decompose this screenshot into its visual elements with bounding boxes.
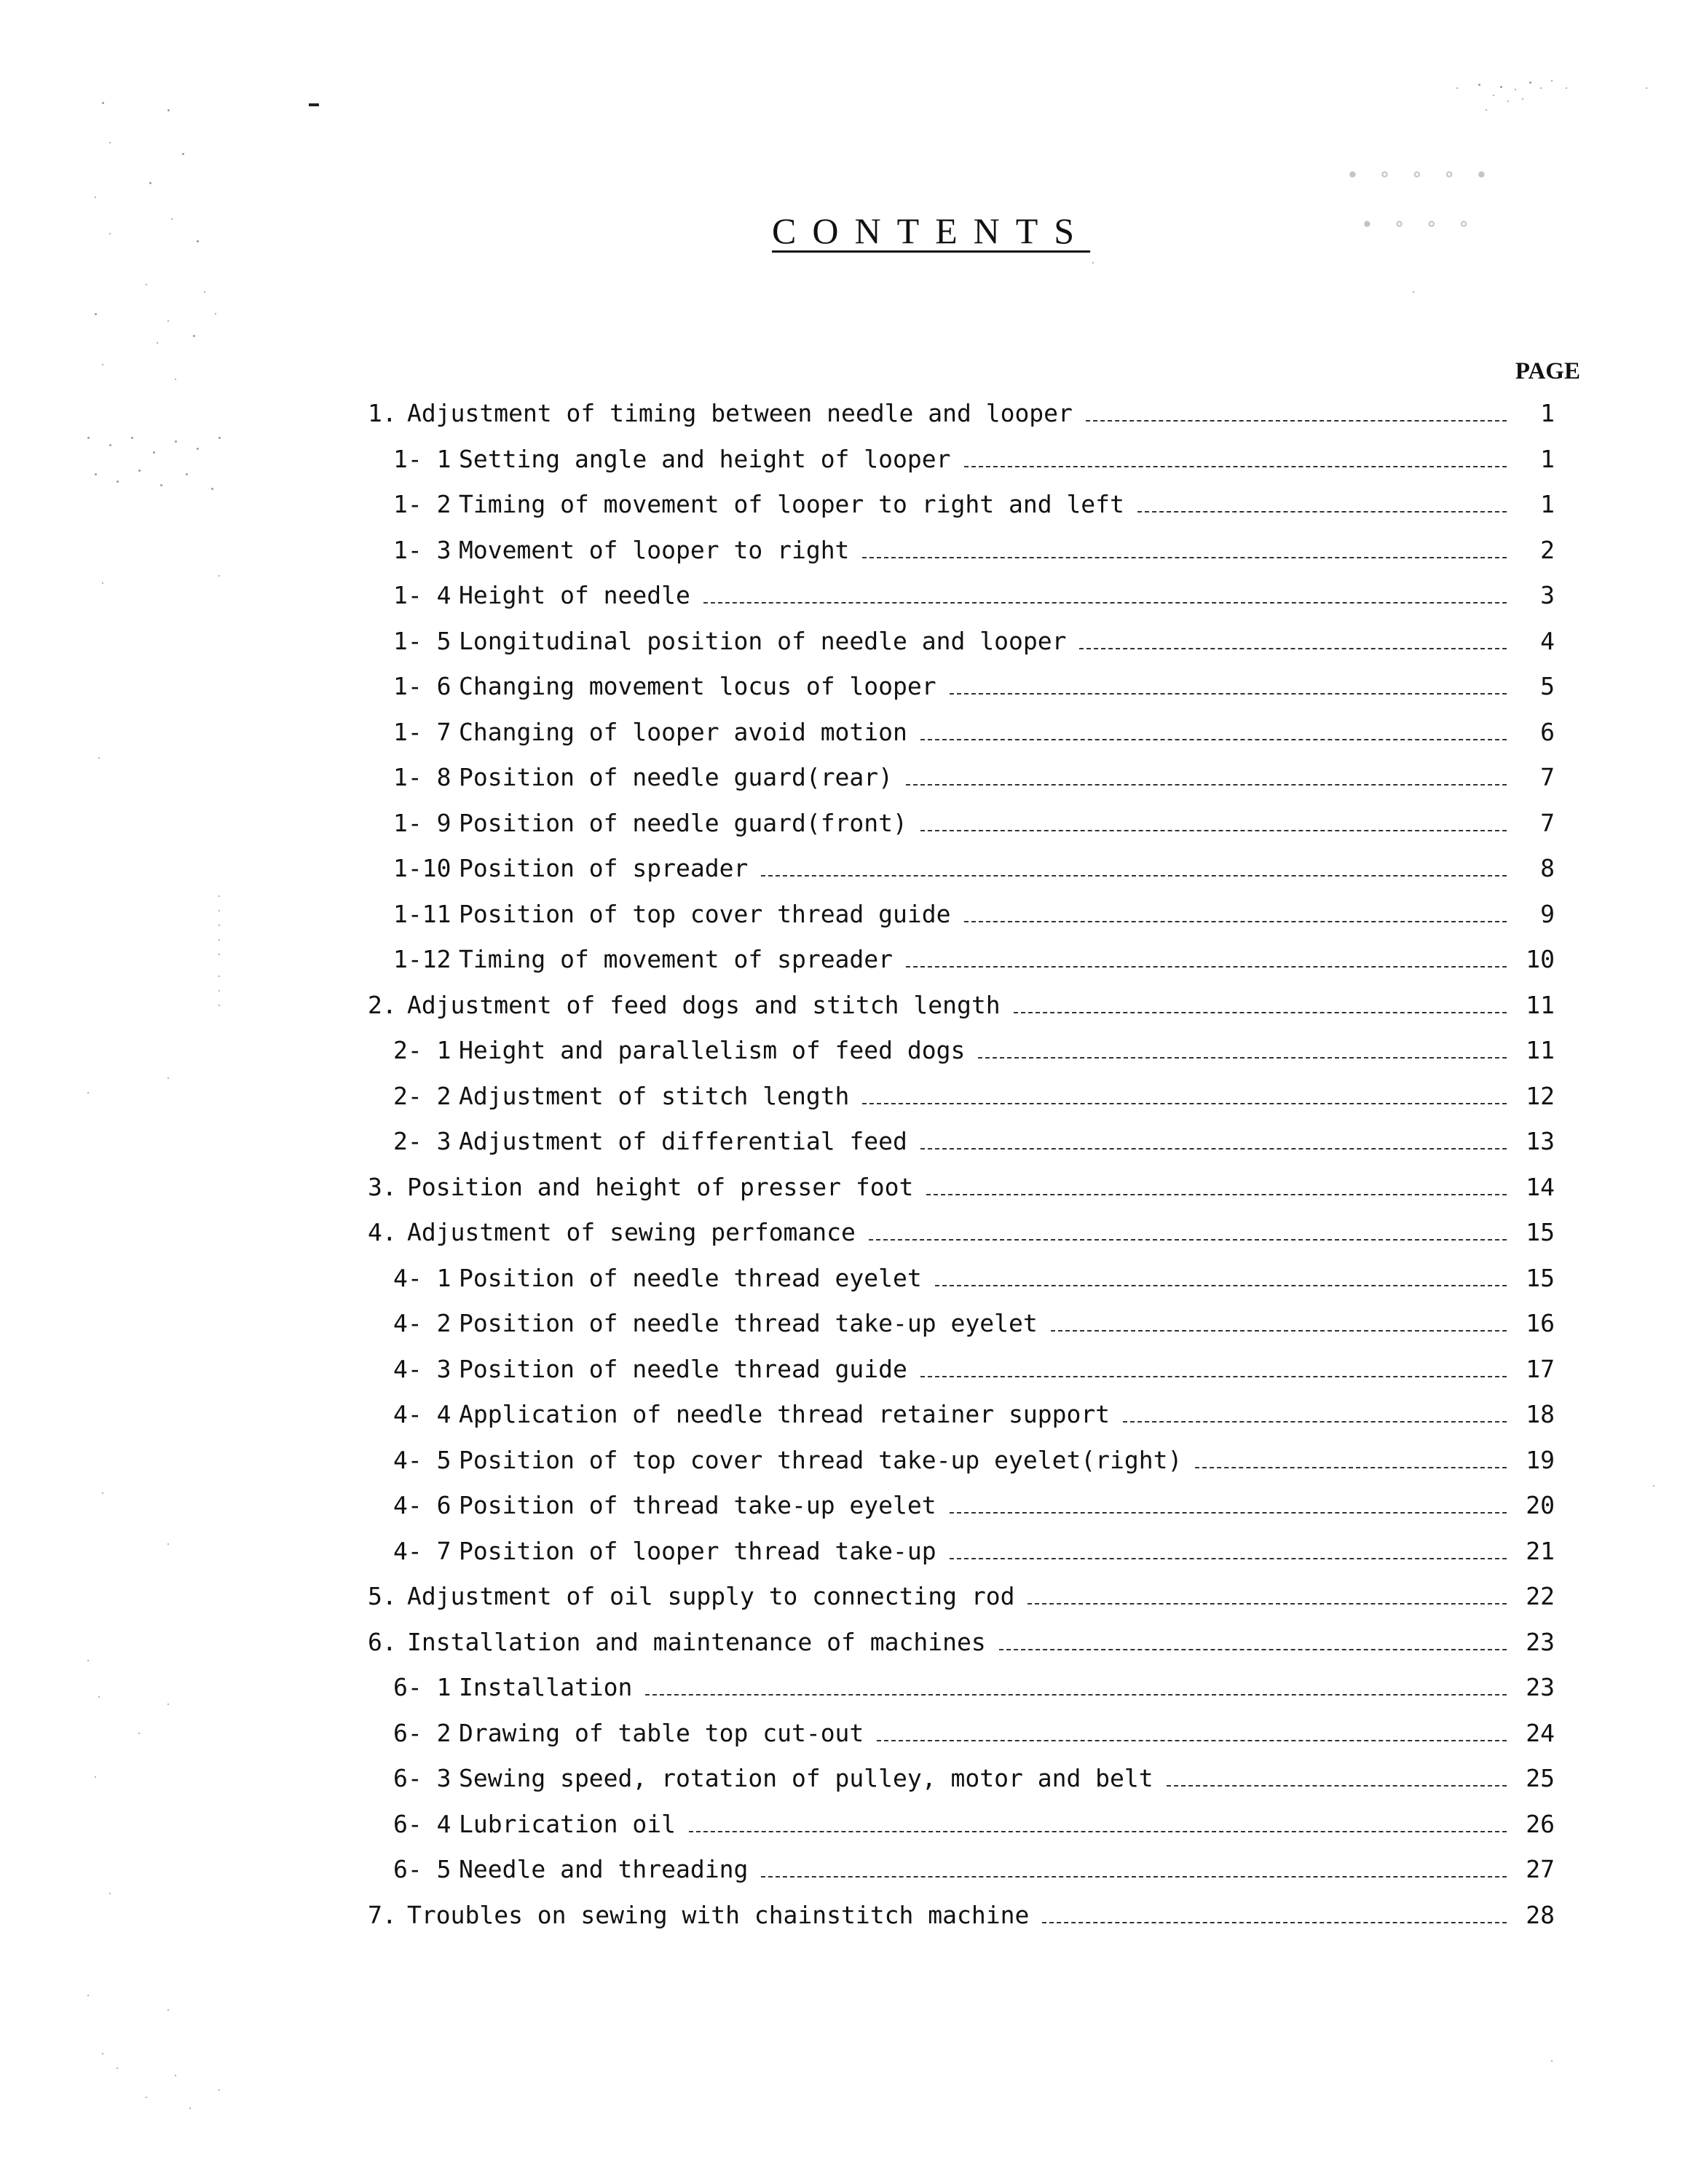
scan-speck xyxy=(1653,1485,1655,1487)
scan-speck xyxy=(1551,2060,1553,2062)
scan-speck xyxy=(102,364,103,365)
toc-entry xyxy=(368,1036,1555,1082)
toc-entry xyxy=(368,1719,1555,1765)
toc-entry xyxy=(368,490,1555,536)
toc-entry-page: 15 xyxy=(1526,1218,1555,1246)
toc-entry-title: Troubles on sewing with chainstitch machine xyxy=(407,1900,1030,1929)
scan-speck xyxy=(138,470,141,472)
toc-entry-title: Changing of looper avoid motion xyxy=(459,717,907,746)
toc-entry xyxy=(368,1855,1555,1901)
toc-dot-leader xyxy=(862,557,1507,558)
scan-speck xyxy=(1486,109,1487,111)
toc-entry-number: 1-12 xyxy=(393,945,451,973)
toc-entry xyxy=(368,672,1555,718)
toc-entry xyxy=(368,1400,1555,1446)
toc-entry-title: Adjustment of differential feed xyxy=(459,1127,907,1155)
scan-speck xyxy=(102,102,104,104)
toc-entry-page: 3 xyxy=(1540,581,1555,609)
toc-dot-leader xyxy=(1014,1012,1507,1013)
scan-speck xyxy=(1413,291,1414,293)
toc-entry xyxy=(368,1628,1555,1674)
toc-dot-leader xyxy=(1051,1330,1507,1332)
toc-dot-leader xyxy=(761,1876,1507,1878)
toc-entry xyxy=(368,1810,1555,1856)
toc-entry-page: 7 xyxy=(1540,763,1555,791)
toc-entry xyxy=(368,1264,1555,1310)
toc-entry-page: 1 xyxy=(1540,399,1555,427)
scan-speck xyxy=(146,284,147,285)
scan-speck xyxy=(189,2108,191,2109)
scan-speck xyxy=(146,2097,147,2098)
bleed-through-text-artifact: ∙ ∘ ∘ ∘ ∙ xyxy=(1347,162,1494,187)
scan-speck xyxy=(157,342,158,344)
toc-dot-leader xyxy=(1028,1603,1507,1605)
toc-entry-number: 4- 1 xyxy=(393,1263,451,1292)
toc-entry-number: 6- 1 xyxy=(393,1673,451,1701)
scan-speck xyxy=(1493,95,1494,96)
scan-speck xyxy=(109,142,111,143)
toc-entry-title: Position of needle thread take-up eyelet xyxy=(459,1309,1038,1337)
toc-dot-leader xyxy=(1167,1785,1507,1787)
toc-entry-title: Position of looper thread take-up xyxy=(459,1536,936,1565)
toc-dot-leader xyxy=(950,1558,1507,1559)
toc-dot-leader xyxy=(689,1831,1507,1832)
scan-speck xyxy=(87,1995,89,1996)
scan-speck xyxy=(218,976,220,977)
toc-entry-title: Adjustment of stitch length xyxy=(459,1081,850,1110)
toc-entry-page: 13 xyxy=(1526,1127,1555,1155)
toc-entry-title: Adjustment of oil supply to connecting rod xyxy=(407,1582,1015,1610)
toc-entry-number: 2- 3 xyxy=(393,1127,451,1155)
toc-dot-leader xyxy=(1195,1467,1507,1468)
scan-speck xyxy=(87,1092,89,1093)
toc-entry xyxy=(368,1764,1555,1810)
toc-entry-title: Position of top cover thread guide xyxy=(459,899,951,928)
scan-speck xyxy=(117,480,119,483)
toc-dot-leader xyxy=(703,602,1507,604)
scan-speck xyxy=(167,1077,169,1079)
toc-dot-leader xyxy=(950,1512,1507,1514)
toc-entry-page: 4 xyxy=(1540,626,1555,655)
toc-entry xyxy=(368,1173,1555,1219)
toc-entry-page: 27 xyxy=(1526,1855,1555,1883)
scan-speck xyxy=(1092,262,1094,264)
scan-speck xyxy=(1522,98,1523,100)
scan-speck xyxy=(98,757,100,759)
scan-speck xyxy=(204,291,205,293)
toc-dot-leader xyxy=(964,466,1507,467)
toc-entry-page: 16 xyxy=(1526,1309,1555,1337)
toc-entry-page: 20 xyxy=(1526,1491,1555,1519)
toc-dot-leader xyxy=(877,1740,1507,1741)
toc-entry-title: Needle and threading xyxy=(459,1855,749,1883)
scan-speck xyxy=(218,895,220,897)
scan-speck xyxy=(1551,80,1553,82)
toc-entry-title: Position of needle guard(rear) xyxy=(459,763,894,791)
scan-speck xyxy=(160,484,162,486)
scan-speck xyxy=(149,182,151,184)
scan-speck xyxy=(197,240,199,242)
bleed-through-text-artifact-2: ∙ ∘ ∘ ∘ xyxy=(1362,211,1477,237)
toc-dot-leader xyxy=(1137,511,1507,513)
scan-speck xyxy=(153,451,155,454)
toc-entry-page: 8 xyxy=(1540,854,1555,882)
toc-entry-number: 3. xyxy=(368,1172,397,1201)
toc-entry-page: 23 xyxy=(1526,1627,1555,1656)
toc-entry-title: Changing movement locus of looper xyxy=(459,672,936,700)
toc-entry xyxy=(368,1491,1555,1537)
toc-dot-leader xyxy=(906,784,1507,786)
scan-speck xyxy=(218,925,220,926)
toc-entry-page: 14 xyxy=(1526,1172,1555,1201)
toc-entry-page: 9 xyxy=(1540,899,1555,928)
scan-speck xyxy=(109,444,111,446)
toc-entry-page: 15 xyxy=(1526,1263,1555,1292)
scan-speck xyxy=(218,2089,220,2091)
scan-speck xyxy=(1540,87,1542,89)
toc-entry-title: Height and parallelism of feed dogs xyxy=(459,1036,966,1064)
toc-entry xyxy=(368,536,1555,582)
scan-speck xyxy=(131,437,133,439)
toc-entry-number: 4- 2 xyxy=(393,1309,451,1337)
toc-entry-title: Height of needle xyxy=(459,581,690,609)
toc-entry-number: 4- 4 xyxy=(393,1400,451,1428)
toc-entry-number: 4- 7 xyxy=(393,1536,451,1565)
scan-speck xyxy=(193,335,195,337)
scan-speck xyxy=(95,1776,96,1778)
toc-entry-title: Drawing of table top cut-out xyxy=(459,1718,864,1747)
toc-dot-leader xyxy=(645,1694,1507,1696)
toc-entry-title: Position of top cover thread take-up eyelet(right) xyxy=(459,1445,1183,1474)
toc-entry xyxy=(368,1218,1555,1264)
toc-dot-leader xyxy=(761,875,1507,877)
toc-entry xyxy=(368,763,1555,809)
toc-dot-leader xyxy=(920,739,1507,740)
scan-speck xyxy=(95,197,96,198)
toc-entry-title: Adjustment of timing between needle and looper xyxy=(407,399,1073,427)
toc-entry-title: Installation xyxy=(459,1673,633,1701)
toc-entry-number: 4. xyxy=(368,1218,397,1246)
scan-speck xyxy=(1478,84,1480,86)
scan-speck xyxy=(1529,82,1531,84)
scan-speck xyxy=(109,233,111,234)
toc-entry-title: Position of needle thread eyelet xyxy=(459,1263,922,1292)
toc-entry-number: 6- 2 xyxy=(393,1718,451,1747)
toc-entry xyxy=(368,1309,1555,1355)
toc-dot-leader xyxy=(935,1285,1507,1286)
scan-speck xyxy=(175,440,177,443)
toc-entry-page: 24 xyxy=(1526,1718,1555,1747)
scan-speck xyxy=(171,218,173,220)
toc-entry xyxy=(368,445,1555,491)
scan-speck xyxy=(1566,87,1567,89)
toc-entry-page: 12 xyxy=(1526,1081,1555,1110)
toc-entry-title: Position of thread take-up eyelet xyxy=(459,1491,936,1519)
toc-entry-number: 4- 6 xyxy=(393,1491,451,1519)
toc-entry-page: 7 xyxy=(1540,808,1555,837)
toc-dot-leader xyxy=(926,1194,1507,1195)
toc-entry-number: 1- 3 xyxy=(393,535,451,564)
scan-speck xyxy=(98,1696,100,1698)
toc-entry-page: 19 xyxy=(1526,1445,1555,1474)
toc-entry xyxy=(368,581,1555,627)
scan-speck xyxy=(218,990,220,992)
toc-entry-number: 4- 5 xyxy=(393,1445,451,1474)
toc-entry-number: 2- 1 xyxy=(393,1036,451,1064)
toc-entry xyxy=(368,854,1555,900)
scan-speck xyxy=(109,1893,111,1894)
scan-speck xyxy=(182,153,184,155)
toc-entry xyxy=(368,1582,1555,1628)
scan-speck xyxy=(218,575,220,577)
toc-dot-leader xyxy=(920,1148,1507,1150)
toc-entry-page: 1 xyxy=(1540,444,1555,473)
toc-entry xyxy=(368,945,1555,991)
scan-speck xyxy=(102,582,103,584)
toc-dot-leader xyxy=(950,693,1507,695)
scan-speck xyxy=(211,488,213,490)
toc-dot-leader xyxy=(869,1239,1507,1241)
toc-entry-title: Adjustment of feed dogs and stitch length xyxy=(407,990,1001,1019)
scan-speck xyxy=(95,473,97,475)
scan-speck xyxy=(95,313,97,315)
toc-dot-leader xyxy=(862,1103,1507,1104)
toc-entry-title: Position and height of presser foot xyxy=(407,1172,914,1201)
scan-speck xyxy=(218,437,221,439)
toc-entry-title: Timing of movement of looper to right and left xyxy=(459,490,1124,518)
toc-entry-number: 6- 3 xyxy=(393,1764,451,1792)
toc-dot-leader xyxy=(1079,648,1507,649)
toc-entry xyxy=(368,900,1555,946)
scan-speck xyxy=(1646,87,1647,89)
scan-speck xyxy=(87,437,90,439)
toc-entry-number: 1-11 xyxy=(393,899,451,928)
toc-dot-leader xyxy=(920,830,1507,831)
toc-entry-number: 1. xyxy=(368,399,397,427)
toc-entry xyxy=(368,991,1555,1037)
toc-entry-number: 5. xyxy=(368,1582,397,1610)
page-title: CONTENTS xyxy=(772,210,1091,251)
toc-entry-number: 1- 4 xyxy=(393,581,451,609)
toc-entry-page: 11 xyxy=(1526,1036,1555,1064)
toc-entry-title: Sewing speed, rotation of pulley, motor and belt xyxy=(459,1764,1153,1792)
toc-entry-page: 2 xyxy=(1540,535,1555,564)
toc-entry-number: 1- 2 xyxy=(393,490,451,518)
scan-speck xyxy=(218,939,220,941)
toc-entry xyxy=(368,627,1555,673)
toc-entry-number: 4- 3 xyxy=(393,1354,451,1383)
scan-speck xyxy=(218,1005,220,1006)
toc-entry-title: Position of needle guard(front) xyxy=(459,808,907,837)
scan-speck xyxy=(218,910,220,911)
toc-entry-number: 1- 1 xyxy=(393,444,451,473)
toc-entry xyxy=(368,809,1555,855)
scan-artifact-mark xyxy=(309,103,319,106)
scan-speck xyxy=(102,2053,103,2054)
scan-speck xyxy=(1515,89,1516,90)
scan-speck xyxy=(1500,86,1502,88)
toc-dot-leader xyxy=(906,966,1507,968)
toc-entry-number: 7. xyxy=(368,1900,397,1929)
toc-entry-page: 26 xyxy=(1526,1809,1555,1838)
toc-entry xyxy=(368,1673,1555,1719)
scan-speck xyxy=(1507,100,1509,102)
toc-entry-number: 1- 6 xyxy=(393,672,451,700)
toc-entry-number: 1- 7 xyxy=(393,717,451,746)
scan-speck xyxy=(197,448,199,450)
toc-entry-page: 1 xyxy=(1540,490,1555,518)
scan-speck xyxy=(175,379,176,380)
scan-speck xyxy=(215,313,216,314)
toc-entry-page: 11 xyxy=(1526,990,1555,1019)
scan-speck xyxy=(167,109,170,111)
scan-speck xyxy=(117,2068,118,2069)
scan-speck xyxy=(102,1492,103,1494)
toc-entry-title: Movement of looper to right xyxy=(459,535,850,564)
toc-entry-title: Installation and maintenance of machines xyxy=(407,1627,986,1656)
toc-entry-page: 22 xyxy=(1526,1582,1555,1610)
toc-entry-title: Timing of movement of spreader xyxy=(459,945,894,973)
toc-entry-page: 17 xyxy=(1526,1354,1555,1383)
toc-dot-leader xyxy=(1086,420,1507,422)
toc-entry-number: 1- 5 xyxy=(393,626,451,655)
toc-entry-page: 18 xyxy=(1526,1400,1555,1428)
toc-entry xyxy=(368,1082,1555,1128)
toc-entry-number: 1- 9 xyxy=(393,808,451,837)
scan-speck xyxy=(167,1704,169,1705)
toc-entry-title: Lubrication oil xyxy=(459,1809,677,1838)
toc-entry xyxy=(368,1537,1555,1583)
toc-entry-number: 6- 5 xyxy=(393,1855,451,1883)
toc-entry-number: 2. xyxy=(368,990,397,1019)
toc-entry xyxy=(368,399,1555,445)
toc-entry-page: 21 xyxy=(1526,1536,1555,1565)
toc-entry-number: 1- 8 xyxy=(393,763,451,791)
toc-entry-number: 6- 4 xyxy=(393,1809,451,1838)
toc-entry-page: 6 xyxy=(1540,717,1555,746)
toc-entry-title: Position of spreader xyxy=(459,854,749,882)
toc-entry xyxy=(368,1901,1555,1947)
toc-entry-title: Adjustment of sewing perfomance xyxy=(407,1218,856,1246)
scan-speck xyxy=(167,320,169,322)
page-column-header: PAGE xyxy=(1515,358,1580,384)
scan-speck xyxy=(175,2075,176,2076)
toc-dot-leader xyxy=(978,1057,1507,1059)
scan-speck xyxy=(1456,87,1458,89)
toc-entry xyxy=(368,1446,1555,1492)
scan-speck xyxy=(167,1543,169,1545)
toc-entry-number: 1-10 xyxy=(393,854,451,882)
toc-entry-page: 5 xyxy=(1540,672,1555,700)
toc-entry-title: Application of needle thread retainer support xyxy=(459,1400,1111,1428)
toc-dot-leader xyxy=(1042,1922,1507,1923)
toc-entry-number: 2- 2 xyxy=(393,1081,451,1110)
scan-speck xyxy=(186,473,188,475)
toc-dot-leader xyxy=(920,1376,1507,1377)
scan-speck xyxy=(87,1660,89,1661)
scan-speck xyxy=(218,954,220,955)
toc-entry-title: Longitudinal position of needle and looper xyxy=(459,626,1067,655)
toc-entry-page: 28 xyxy=(1526,1900,1555,1929)
toc-entry xyxy=(368,1127,1555,1173)
toc-dot-leader xyxy=(999,1649,1507,1650)
toc-entry-number: 6. xyxy=(368,1627,397,1656)
toc-dot-leader xyxy=(1123,1421,1507,1423)
scan-speck xyxy=(138,1733,140,1734)
toc-entry xyxy=(368,1355,1555,1401)
table-of-contents xyxy=(368,399,1555,1946)
toc-entry-page: 25 xyxy=(1526,1764,1555,1792)
toc-entry-page: 23 xyxy=(1526,1673,1555,1701)
toc-entry-title: Position of needle thread guide xyxy=(459,1354,907,1383)
toc-entry-page: 10 xyxy=(1526,945,1555,973)
toc-entry xyxy=(368,718,1555,764)
toc-dot-leader xyxy=(964,921,1507,922)
toc-entry-title: Setting angle and height of looper xyxy=(459,444,951,473)
scan-speck xyxy=(167,2009,169,2011)
